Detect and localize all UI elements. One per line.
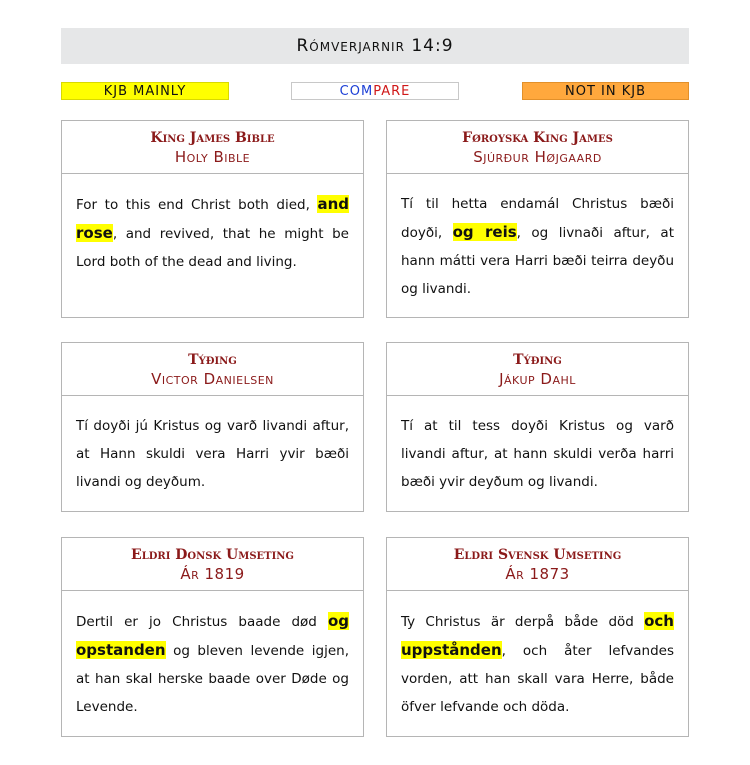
translation-subtitle: Victor Danielsen: [151, 370, 274, 388]
card-header: [387, 121, 688, 174]
card-header: [387, 538, 688, 591]
translation-name: Føroyska King James: [462, 130, 613, 146]
translation-card: [61, 342, 364, 512]
verse-text: [387, 174, 688, 315]
translation-name: Eldri Donsk Umseting: [131, 547, 294, 563]
verse-text-part: Tí doyði jú Kristus og varð livandi aftur, at Hann skuldi vera Harri yvir bæði livandi og deyðum.: [76, 418, 349, 490]
verse-text-part: , och åter lefvandes vorden, att han skall vara Herre, både öfver lefvande och döda.: [401, 643, 674, 715]
card-header: [62, 121, 363, 174]
verse-text: [62, 396, 363, 508]
translation-subtitle: Jákup Dahl: [499, 370, 576, 388]
verse-text-part: Ty Christus är derpå både död: [401, 614, 645, 630]
translation-name: Eldri Svensk Umseting: [453, 547, 622, 563]
verse-highlight: og reis: [452, 223, 517, 241]
translation-name: Týðing: [513, 352, 562, 368]
verse-highlight: and rose: [76, 195, 349, 242]
legend-compare: [291, 82, 459, 100]
verse-text: [387, 591, 688, 733]
verse-highlight: och uppstånden: [401, 612, 674, 659]
verse-text: [387, 396, 688, 508]
translation-subtitle: Ár 1819: [180, 565, 245, 583]
translation-subtitle: Holy Bible: [174, 148, 251, 166]
translation-name: Týðing: [188, 352, 237, 368]
legend-not-kjb-label: NOT IN KJB: [565, 83, 646, 99]
verse-text-part: Tí at til tess doyði Kristus og varð livandi aftur, at hann skuldi verða harri bæði yvir deyðum og livandi.: [401, 418, 674, 490]
verse-text-part: , and revived, that he might be Lord both of the dead and living.: [76, 226, 349, 270]
card-header: [62, 343, 363, 396]
card-header: [387, 343, 688, 396]
translation-subtitle: Ár 1873: [505, 565, 570, 583]
card-header: [62, 538, 363, 591]
translation-card: [61, 537, 364, 737]
translation-card: [61, 120, 364, 318]
legend-compare-part1: COM: [339, 83, 374, 99]
verse-title: Rómverjarnir 14:9: [296, 36, 454, 56]
translation-name: King James Bible: [150, 130, 275, 146]
legend-kjb-label: KJB MAINLY: [103, 83, 187, 99]
translation-subtitle: Sjúrður Højgaard: [473, 148, 602, 166]
legend-not-in-kjb: [522, 82, 689, 100]
verse-text-part: Dertil er jo Christus baade død: [76, 614, 328, 630]
verse-text: [62, 174, 363, 288]
verse-text-part: For to this end Christ both died,: [76, 197, 318, 213]
translation-card: [386, 537, 689, 737]
translation-card: [386, 342, 689, 512]
legend-kjb-mainly: [61, 82, 229, 100]
translation-card: [386, 120, 689, 318]
verse-highlight: og opstanden: [76, 612, 349, 659]
verse-title-bar: [61, 28, 689, 64]
verse-text: [62, 591, 363, 733]
verse-text-part: , og livnaði aftur, at hann mátti vera Harri bæði teirra deyðu og livandi.: [401, 225, 674, 297]
verse-text-part: Tí til hetta endamál Christus bæði doyði,: [401, 196, 674, 241]
legend-compare-part2: PARE: [373, 83, 411, 99]
verse-text-part: og bleven levende igjen, at han skal herske baade over Døde og Levende.: [76, 643, 349, 715]
